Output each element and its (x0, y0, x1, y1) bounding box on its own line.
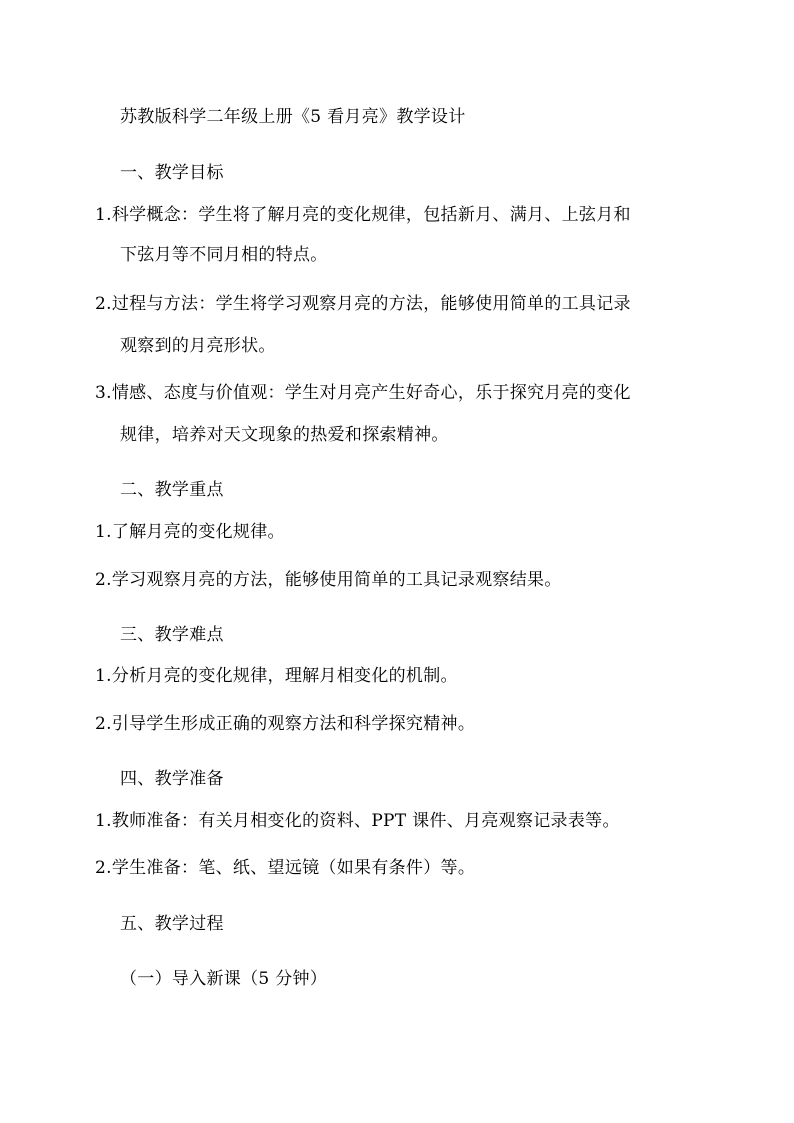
section-heading-key-points: 二、教学重点 (120, 480, 224, 500)
objective-3-line-1: 3.情感、态度与价值观：学生对月亮产生好奇心，乐于探究月亮的变化 (95, 383, 631, 403)
objective-1-line-1: 1.科学概念：学生将了解月亮的变化规律，包括新月、满月、上弦月和 (95, 205, 631, 225)
key-point-1: 1.了解月亮的变化规律。 (95, 522, 285, 542)
objective-2-line-2: 观察到的月亮形状。 (120, 336, 276, 356)
preparation-2: 2.学生准备：笔、纸、望远镜（如果有条件）等。 (95, 858, 476, 878)
preparation-1: 1.教师准备：有关月相变化的资料、PPT 课件、月亮观察记录表等。 (95, 811, 620, 831)
section-heading-objectives: 一、教学目标 (120, 163, 224, 183)
difficulty-1: 1.分析月亮的变化规律，理解月相变化的机制。 (95, 666, 458, 686)
document-title: 苏教版科学二年级上册《5 看月亮》教学设计 (120, 107, 466, 127)
key-point-2: 2.学习观察月亮的方法，能够使用简单的工具记录观察结果。 (95, 570, 562, 590)
objective-2-line-1: 2.过程与方法：学生将学习观察月亮的方法，能够使用简单的工具记录 (95, 294, 631, 314)
section-heading-process: 五、教学过程 (120, 914, 224, 934)
subsection-heading-introduction: （一）导入新课（5 分钟） (120, 969, 328, 989)
section-heading-preparation: 四、教学准备 (120, 769, 224, 789)
section-heading-difficulties: 三、教学难点 (120, 625, 224, 645)
objective-3-line-2: 规律，培养对天文现象的热爱和探索精神。 (120, 425, 449, 445)
objective-1-line-2: 下弦月等不同月相的特点。 (120, 245, 328, 265)
difficulty-2: 2.引导学生形成正确的观察方法和科学探究精神。 (95, 714, 476, 734)
